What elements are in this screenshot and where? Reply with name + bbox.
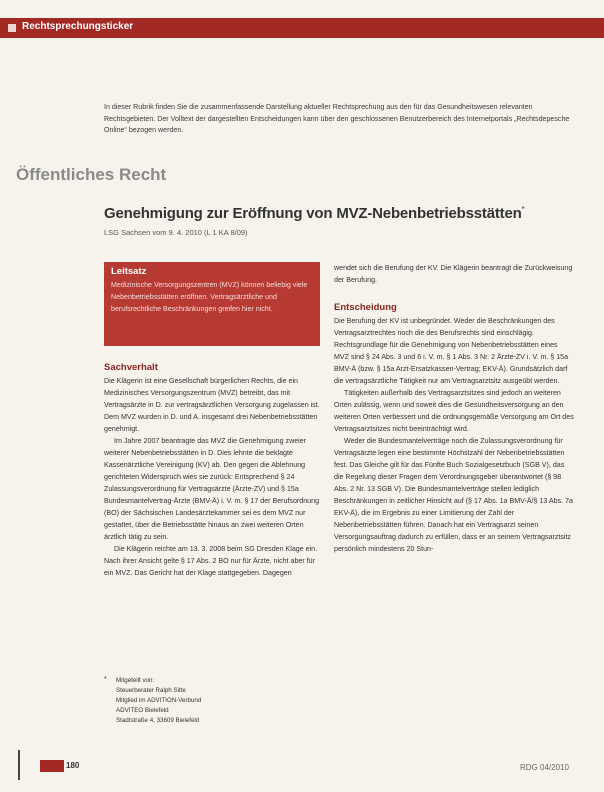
entscheidung-heading: Entscheidung (334, 302, 397, 313)
footnote-line: Stadtstraße 4, 33609 Bielefeld (116, 717, 200, 724)
leitsatz-text: Medizinische Versorgungszentren (MVZ) können beliebig viele Nebenbetriebsstätten eröffnen. Vertragsärztliche und berufsrechtliche Beschränkungen greifen hier nicht. (111, 281, 308, 313)
leitsatz-box (104, 262, 320, 346)
right-paragraph: Weder die Bundesmantelverträge noch die Zulassungsverordnung für Vertragsärzte legen eine bestimmte Höchstzahl der Nebenbetriebsstätten fest. Das Gleiche gilt für das Fünfte Buch Sozialgesetzbuch (SGB V), das die Regelung dieser Fragen dem Verordnungsgeber überantwortet (§ 98 Abs. 2 Nr. 13 SGB V). Die Bundesmantelverträge stellen lediglich Beschränkungen in zeitlicher Hinsicht auf (§ 17 Abs. 1a BMV-Ä/§ 13 Abs. 7a EKV-Ä), die im Ergebnis zu einer Limitierung der Zahl der Nebenbetriebsstätten führen. Danach hat ein Vertragsarzt seinen Versorgungsauftrag dadurch zu erfüllen, dass er an seinem Vertragsarztsitz persönlich mindestens 20 Stun- (334, 437, 573, 553)
left-paragraph: Im Jahre 2007 beantragte das MVZ die Genehmigung zweier weiterer Nebenbetriebsstätten in D. Dies lehnte die beklagte Kassenärztliche Vereinigung (KV) ab. Den gegen die Ablehnung gerichteten Widerspruch wies sie zurück: Entsprechend § 24 Zulassungsverordnung für Vertragsärzte (Ärzte-ZV) und § 15a Bundesmantelvertrag-Ärzte (BMV-Ä) i. V. m. § 17 der Berufsordnung (BO) der Sächsischen Landesärztekammer sei es dem MVZ nur gestattet, über die Betriebsstätte hinaus an zwei weiteren Orten ärztlich tätig zu sein. (104, 437, 320, 541)
left-paragraph: Die Klägerin ist eine Gesellschaft bürgerlichen Rechts, die ein Medizinisches Versorgungszentrum (MVZ) betreibt, das mit Vertragsärzte in D. zur vertragsärztlichen Versorgung zugelassen ist. Dem MVZ wurden in D. und A. insgesamt drei Nebenbetriebsstätten genehmigt. (104, 377, 320, 433)
footnote-line: ADVITEO Bielefeld (116, 707, 169, 714)
intro-text: In dieser Rubrik finden Sie die zusammenfassende Darstellung aktueller Rechtsprechung aus den für das Gesundheitswesen relevanten Rechtsgebieten. Der Volltext der dargestellten Entscheidungen kann über den geschlossenen Benutzerbereich des Internetportals „Rechtsdepesche Online“ bezogen werden. (104, 103, 570, 134)
page-number-bar (40, 760, 64, 772)
article-source: LSG Sachsen vom 9. 4. 2010 (L 1 KA 8/09) (104, 228, 248, 237)
footnote-marker: * (521, 205, 525, 214)
footnote-line: Mitglied im ADVITION-Verbund (116, 697, 202, 704)
journal-issue: RDG 04/2010 (520, 763, 569, 772)
header-bar (0, 18, 604, 38)
leitsatz-title: Leitsatz (111, 266, 147, 277)
left-column (104, 362, 320, 579)
right-column (334, 262, 574, 555)
sachverhalt-heading: Sachverhalt (104, 362, 158, 373)
page-number: 180 (66, 761, 80, 770)
header-square-icon (8, 24, 16, 32)
right-paragraph: Tätigkeiten außerhalb des Vertragsarztsitzes sind jedoch an weiteren Orten zulässig, wenn und soweit dies die Gesundheitsversorgung an den weiteren Orten verbessert und die ordnungsgemäße Versorgung am Ort des Vertragsarztsitzes nicht beeinträchtigt wird. (334, 389, 574, 433)
left-paragraph: Die Klägerin reichte am 13. 3. 2008 beim SG Dresden Klage ein. Nach ihrer Ansicht gelte § 17 Abs. 2 BO nur für Ärzte, nicht aber für ein MVZ. Das Gericht hat der Klage stattgegeben. Dagegen (104, 545, 318, 577)
footnote-line: Steuerberater Ralph Sitte (116, 687, 186, 694)
section-title: Öffentliches Recht (16, 165, 167, 184)
right-paragraph: Die Berufung der KV ist unbegründet. Weder die Beschränkungen des Vertragsarztrechtes noch die des Berufsrechts sind einschlägig. Rechtsgrundlage für die Genehmigung von Nebenbetriebsstätten eines MVZ sind § 24 Abs. 3 und 6 i. V. m. § 1 Abs. 3 Nr. 2 Ärzte-ZV i. V. m. § 15a BMV-Ä (bzw. § 15a Arzt-Ersatzkassen-Vertrag; EKV-Ä). Grundsätzlich darf die vertragsärztliche Tätigkeit nur am Vertragsarztsitz ausgeübt werden. (334, 317, 569, 385)
article-title-text: Genehmigung zur Eröffnung von MVZ-Nebenbetriebsstätten (104, 205, 522, 222)
header-title: Rechtsprechungsticker (22, 21, 134, 32)
margin-mark (18, 750, 20, 780)
article-title (104, 205, 524, 222)
footnote-star: * (104, 676, 107, 683)
footnote-line: Mitgeteilt von: (116, 677, 155, 684)
right-intro-paragraph: wendet sich die Berufung der KV. Die Klägerin beantragt die Zurückweisung der Berufung. (334, 264, 573, 284)
footnote (104, 676, 320, 726)
